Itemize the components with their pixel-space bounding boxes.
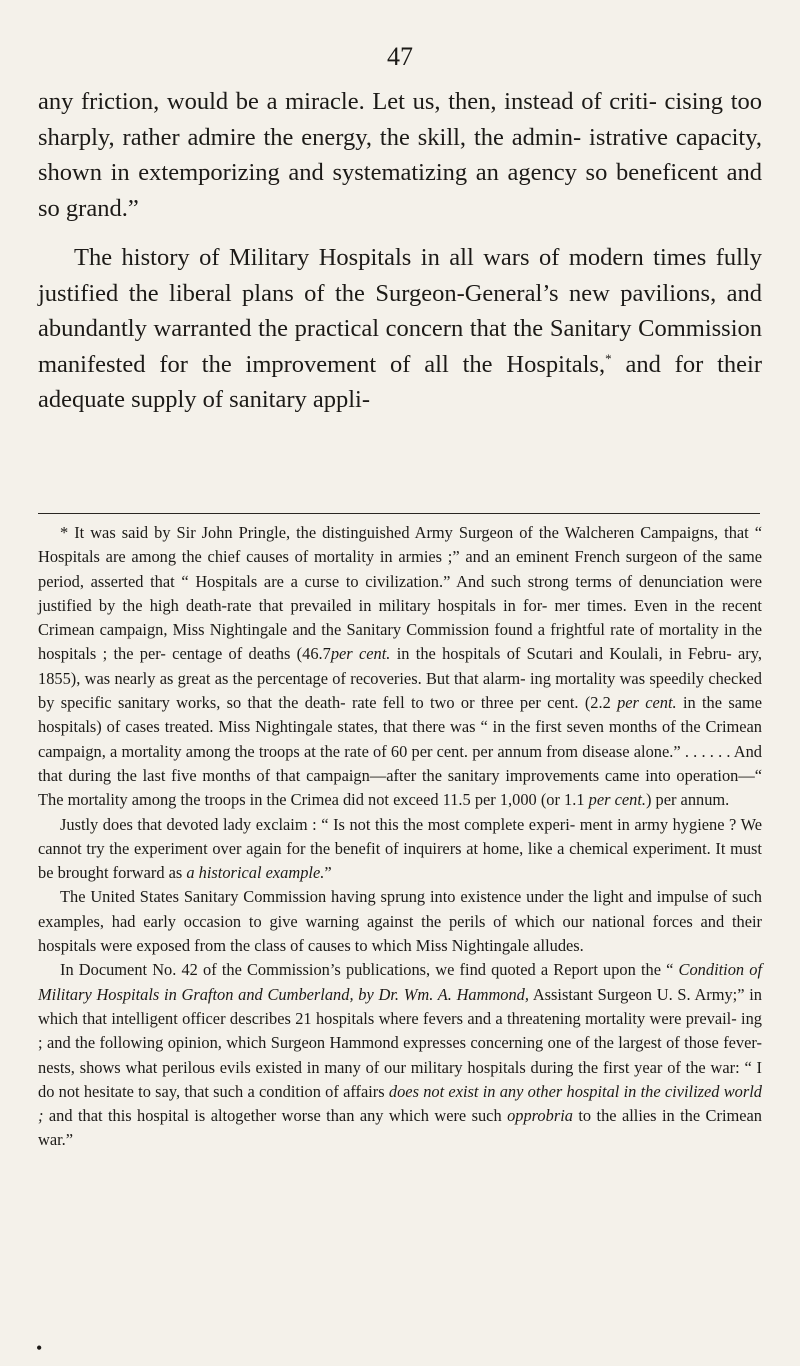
- footnote-italic: opprobria: [507, 1106, 573, 1126]
- paragraph-continuation: any friction, would be a miracle. Let us, then, instead of criti- cising too sharply, rather admire the energy, the skill, the admin- istrative capacity, shown in extemporizing and systematizing an agency so beneficent and so grand.”: [38, 88, 762, 222]
- footnote-italic: does not exist in any other hospital in the civilized world ;: [38, 1081, 762, 1126]
- page-number: 47: [387, 42, 413, 71]
- footnote-paragraph-pringle: [38, 521, 762, 813]
- footnote: [38, 521, 762, 1153]
- footnote-text: Assistant Surgeon U. S. Army;” in which that intelligent officer describes 21 hospitals where fevers and a threatening mortality were prevail- ing ; and the following opinion, which Surgeon Hammond expresses concerning one of the largest of those fever-nests, shows what perilous evils existed in many of our military hospitals during the first year of the war: “ I do not hesitate to say, that such a condition of affairs: [38, 984, 762, 1101]
- footnote-text: and that this hospital is altogether worse than any which were such: [43, 1106, 508, 1126]
- footnote-text: * It was said by Sir John Pringle, the distinguished Army Surgeon of the Walcheren Campaigns, that “ Hospitals are among the chief causes of mortality in armies ;” and an eminent French surgeon of the same period, asserted that “ Hospitals are a curse to civilization.” And such strong terms of denunciation were justified by the high death-rate that prevailed in military hospitals in for- mer times. Even in the recent Crimean campaign, Miss Nightingale and the Sanitary Commission found a frightful rate of mortality in the hospitals ; the per- centage of deaths (46.7: [38, 523, 762, 664]
- footnote-text: in the same hospitals) of cases treated. Miss Nightingale states, that there was “ in the first seven months of the Crimean campaign, a mortality among the troops at the rate of 60 per cent. per annum from disease alone.” . . . . . . And that during the last five months of that campaign—after the sanitary improvements came into operation—“ The mortality among the troops in the Crimea did not exceed 11.5 per 1,000 (or 1.1: [38, 693, 762, 810]
- paragraph-text: The history of Military Hospitals in all wars of modern times fully justified the liberal plans of the Surgeon-General’s new pavilions, and abundantly warranted the practical concern that the Sanitary Commission manifested for the improvement of all the Hospitals,: [38, 244, 762, 378]
- stray-ink-mark: •: [36, 1338, 43, 1358]
- footnote-marker: *: [605, 350, 612, 366]
- footnote-paragraph-nightingale: [38, 813, 762, 886]
- footnote-text: ) per annum.: [645, 790, 730, 810]
- footnote-italic: Condition of Military Hospitals in Grafton and Cumberland, by Dr. Wm. A. Hammond,: [38, 960, 763, 1004]
- footnote-paragraph-commission: The United States Sanitary Commission having sprung into existence under the light and impulse of such examples, had early occasion to give warning against the perils of which our national forces and their hospitals were exposed from the class of causes to which Miss Nightingale alludes.: [38, 887, 762, 956]
- footnote-text: to the allies in the Crimean war.”: [38, 1106, 762, 1150]
- footnote-text: in the hospitals of Scutari and Koulali, in Febru- ary, 1855), was nearly as great as the percentage of recoveries. But that alarm- ing mortality was speedily checked by specific sanitary works, so that the death- rate fell to two or three per cent. (2.2: [38, 644, 762, 713]
- footnote-italic: per cent.: [588, 790, 646, 810]
- main-text: [38, 84, 762, 418]
- footnote-divider: [38, 513, 760, 514]
- footnote-text: Justly does that devoted lady exclaim : “ Is not this the most complete experi- ment in army hygiene ? We cannot try the experiment over again for the benefit of inquirers at home, like a chemical experiment. It must be brought forward as: [38, 814, 762, 883]
- footnote-italic: a historical example.: [186, 863, 325, 883]
- footnote-italic: per cent.: [617, 693, 677, 713]
- footnote-italic: per cent.: [330, 644, 391, 664]
- paragraph-military-hospitals: [38, 240, 762, 418]
- footnote-paragraph-hammond: [38, 958, 762, 1152]
- footnote-text: In Document No. 42 of the Commission’s publications, we find quoted a Report upon the “: [60, 960, 679, 980]
- paragraph-text-end: and for their adequate supply of sanitary appli-: [38, 350, 762, 413]
- footnote-text: ”: [324, 863, 332, 883]
